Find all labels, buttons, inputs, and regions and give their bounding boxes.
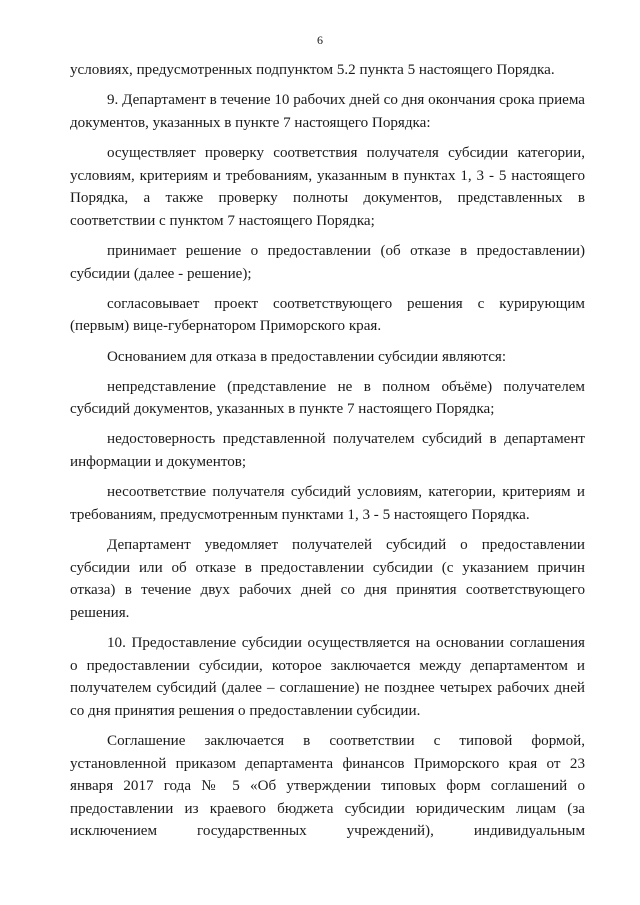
- paragraph-agreement: Соглашение заключается в соответствии с типовой формой, установленной приказом департамента финансов Приморского края от 23 января 2017 года № 5 «Об утверждении типовых форм соглашений о предоставлении из краевого бюджета субсидии юридическим лицам (за исключением государственных учреждений), индивидуальным: [70, 732, 585, 840]
- document-body: [70, 59, 585, 843]
- paragraph-approval: согласовывает проект соответствующего решения с курирующим (первым) вице-губернатором Приморского края.: [70, 295, 585, 335]
- paragraph-decision: принимает решение о предоставлении (об отказе в предоставлении) субсидии (далее - решение);: [70, 242, 585, 282]
- paragraph-continuation: условиях, предусмотренных подпунктом 5.2 пункта 5 настоящего Порядка.: [70, 62, 555, 78]
- paragraph-check-compliance: осуществляет проверку соответствия получателя субсидии категории, условиям, критериям и требованиям, указанным в пунктах 1, 3 - 5 настоящего Порядка, а также проверку полноты документов, представленных в соответствии с пунктом 7 настоящего Порядка;: [70, 144, 585, 229]
- paragraph-refusal-grounds: Основанием для отказа в предоставлении субсидии являются:: [107, 348, 507, 365]
- paragraph-non-submission: непредставление (представление не в полном объёме) получателем субсидий документов, указанных в пункте 7 настоящего Порядка;: [70, 378, 585, 418]
- paragraph-item-10: 10. Предоставление субсидии осуществляется на основании соглашения о предоставлении субсидии, которое заключается между департаментом и получателем субсидий (далее – соглашение) не позднее четырех рабочих дней со дня принятия решения о предоставлении субсидии.: [70, 635, 585, 719]
- paragraph-non-compliance: несоответствие получателя субсидий условиям, категории, критериям и требованиям, предусмотренным пунктами 1, 3 - 5 настоящего Порядка.: [70, 484, 585, 523]
- paragraph-notification: Департамент уведомляет получателей субсидий о предоставлении субсидии или об отказе в предоставлении субсидии (с указанием причин отказа) в течение двух рабочих дней со дня принятия соответствующего решения.: [70, 537, 585, 621]
- page-number: 6: [317, 33, 323, 47]
- paragraph-unreliability: недостоверность представленной получателем субсидий в департамент информации и документов;: [70, 431, 585, 471]
- paragraph-item-9: 9. Департамент в течение 10 рабочих дней со дня окончания срока приема документов, указанных в пункте 7 настоящего Порядка:: [70, 92, 585, 131]
